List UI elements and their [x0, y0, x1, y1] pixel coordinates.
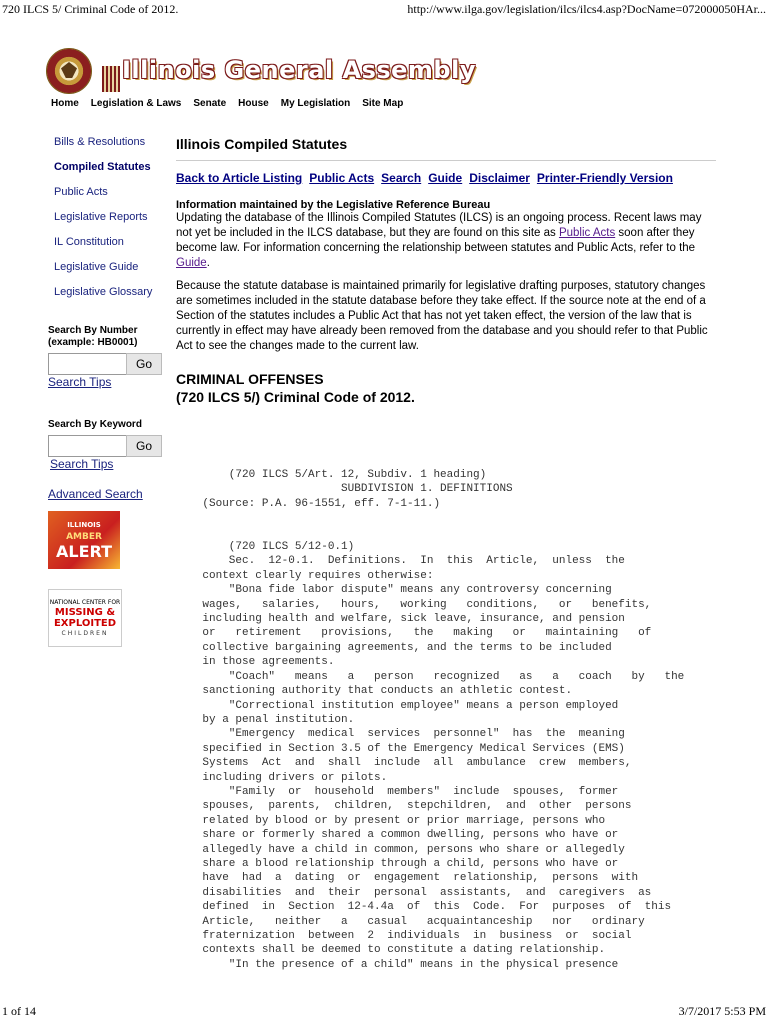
print-page-title: 720 ILCS 5/ Criminal Code of 2012.: [2, 2, 179, 16]
missing-line2: MISSING &: [54, 607, 116, 618]
missing-line1: NATIONAL CENTER FOR: [49, 599, 121, 606]
top-navigation: [51, 98, 403, 109]
inline-public-acts-link[interactable]: Public Acts: [558, 227, 616, 239]
search-number-go-button[interactable]: Go: [126, 353, 162, 375]
public-acts-link[interactable]: Public Acts: [309, 171, 375, 185]
state-seal-icon: [46, 48, 92, 94]
missing-line4: CHILDREN: [61, 630, 109, 637]
search-keyword-input[interactable]: [48, 435, 126, 457]
section-heading-line2: (720 ILCS 5/) Criminal Code of 2012.: [176, 389, 415, 405]
page-title: Illinois Compiled Statutes: [176, 136, 716, 161]
eagle-icon: [61, 62, 77, 78]
amber-line2: AMBER: [66, 532, 102, 542]
disclaimer-link[interactable]: Disclaimer: [469, 171, 530, 185]
amber-alert-badge[interactable]: [48, 511, 120, 569]
print-url: http://www.ilga.gov/legislation/ilcs/ilcs4.asp?DocName=072000050HAr...: [407, 2, 766, 16]
inline-guide-link[interactable]: Guide: [176, 257, 207, 269]
search-number-label: [48, 325, 168, 349]
nav-house[interactable]: House: [238, 98, 269, 109]
banner-decoration: [102, 66, 120, 92]
search-number-label-line2: (example: HB0001): [48, 337, 138, 348]
info-paragraph-1: [176, 211, 716, 271]
info-heading: Information maintained by the Legislative Reference Bureau: [176, 199, 491, 211]
search-keyword-label: Search By Keyword: [48, 419, 142, 430]
amber-line3: ALERT: [55, 542, 113, 561]
search-link[interactable]: Search: [381, 171, 422, 185]
search-number-row: [48, 353, 168, 375]
back-to-article-listing-link[interactable]: Back to Article Listing: [176, 171, 303, 185]
guide-link[interactable]: Guide: [428, 171, 463, 185]
search-keyword-go-button[interactable]: Go: [126, 435, 162, 457]
section-heading-line1: CRIMINAL OFFENSES: [176, 371, 324, 387]
search-number-tips-link[interactable]: Search Tips: [48, 375, 112, 389]
main-content: [176, 136, 716, 406]
search-number-label-line1: Search By Number: [48, 325, 138, 336]
site-banner[interactable]: [46, 48, 476, 96]
search-number-input[interactable]: [48, 353, 126, 375]
sidebar-item-legislative-glossary[interactable]: Legislative Glossary: [54, 286, 153, 298]
sidebar-item-legislative-guide[interactable]: Legislative Guide: [54, 261, 139, 273]
print-datetime: 3/7/2017 5:53 PM: [678, 1004, 766, 1018]
amber-line1: ILLINOIS: [67, 521, 101, 529]
missing-line3: EXPLOITED: [53, 618, 117, 629]
sidebar: [48, 132, 168, 647]
search-keyword-row: [48, 435, 168, 457]
printer-friendly-link[interactable]: Printer-Friendly Version: [536, 171, 673, 185]
nav-home[interactable]: Home: [51, 98, 79, 109]
print-footer: [2, 1004, 766, 1020]
print-header: [2, 2, 766, 18]
missing-children-badge[interactable]: [48, 589, 122, 647]
info-paragraph-2: Because the statute database is maintained primarily for legislative drafting purposes, statutory changes are sometimes included in the statute database before they take effect. If the source note at the end of a Section of the statutes includes a Public Act that has not yet taken effect, the version of the law that is currently in effect may have already been removed from the database and you should refer to that Public Act to see the changes made to the current law.: [176, 280, 708, 352]
nav-my-legislation[interactable]: My Legislation: [280, 98, 351, 109]
sidebar-item-compiled-statutes[interactable]: Compiled Statutes: [54, 161, 151, 173]
sidebar-item-bills-resolutions[interactable]: Bills & Resolutions: [54, 136, 146, 148]
nav-legislation-laws[interactable]: Legislation & Laws: [90, 98, 182, 109]
nav-site-map[interactable]: Site Map: [362, 98, 404, 109]
para1-text-c: .: [206, 257, 210, 269]
advanced-search-link[interactable]: Advanced Search: [48, 487, 143, 501]
para1-text-a: Updating the database of the Illinois Compiled Statutes (ILCS) is an ongoing process. Recent laws may not yet be included in the ILCS database, but they are found on this site as: [176, 212, 702, 239]
section-heading: [176, 370, 716, 406]
sidebar-item-il-constitution[interactable]: IL Constitution: [54, 236, 124, 248]
print-page-number: 1 of 14: [2, 1004, 36, 1018]
site-logo-title: Illinois General Assembly: [122, 56, 476, 84]
para1-text-b: soon after they become law. For information concerning the relationship between statutes and Public Acts, refer to the: [176, 227, 696, 254]
statute-text: (720 ILCS 5/Art. 12, Subdiv. 1 heading) SUBDIVISION 1. DEFINITIONS (Source: P.A. 96-1551, eff. 7-1-11.) (720 ILCS 5/12-0.1) Sec. 12-0.1. Definitions. In this Article, unless the context clearly requires otherwise: "Bona fide labor dispute" means any controversy concerning wages, salaries, hours, working conditions, or benefits, including health and welfare, sick leave, insurance, and pension or retirement provisions, the making or maintaining of collective bargaining agreements, and the terms to be included in those agreements. "Coach" means a person recognized as a coach by the sanctioning authority that conducts an athletic contest. "Correctional institution employee" means a person employed by a penal institution. "Emergency medical services personnel" has the meaning specified in Section 3.5 of the Emergency Medical Services (EMS) Systems Act and shall include all ambulance crew members, including drivers or pilots. "Family or household members" include spouses, former spouses, parents, children, stepchildren, and other persons related by blood or by present or prior marriage, persons who share or formerly shared a common dwelling, persons who have or allegedly have a child in common, persons who share or allegedly share a blood relationship through a child, persons who have or have had a dating or engagement relationship, persons with disabilities and their personal assistants, and caregivers as defined in Section 12-4.4a of this Code. For purposes of this Article, neither a casual acquaintanceship nor ordinary fraternization between 2 individuals in business or social contexts shall be deemed to constitute a dating relationship. "In the presence of a child" means in the physical presence: [202, 469, 685, 971]
nav-senate[interactable]: Senate: [193, 98, 227, 109]
sidebar-item-legislative-reports[interactable]: Legislative Reports: [54, 211, 148, 223]
action-links: [176, 171, 716, 185]
sidebar-item-public-acts[interactable]: Public Acts: [54, 186, 108, 198]
search-keyword-tips-link[interactable]: Search Tips: [50, 457, 114, 471]
